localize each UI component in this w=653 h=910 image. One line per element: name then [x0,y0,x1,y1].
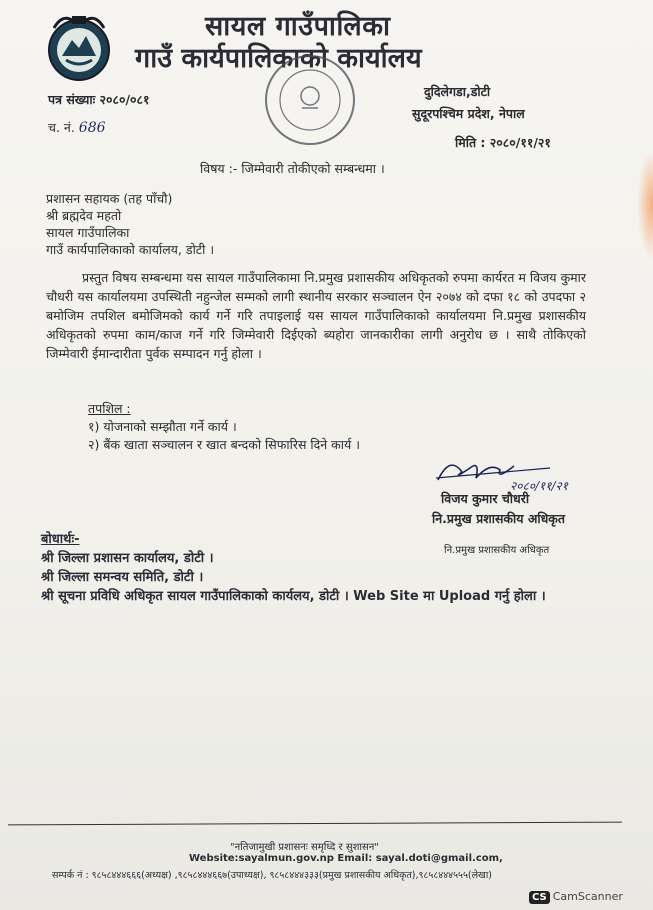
place-line2: सुदूरपश्चिम प्रदेश, नेपाल [412,106,525,121]
place-line1: दुदिलेगडा,डोटी [424,84,491,99]
letter-date: मिति : २०८०/११/२१ [455,135,551,150]
camscanner-label: CamScanner [552,890,623,903]
tapashil-block [88,400,360,454]
subject-line: विषय :- जिम्मेवारी तोकीएको सम्बन्धमा । [200,161,385,176]
addressee-line: श्री ब्रह्मदेव महतो [46,208,122,223]
addressee-block [46,190,214,258]
office-round-stamp-icon [262,52,358,148]
municipality-title: सायल गाउँपालिका [205,11,391,42]
tapashil-heading: तपशिल : [88,401,131,416]
signatory-designation: नि.प्रमुख प्रशासकीय अधिकृत [432,511,566,526]
footer-contact: सम्पर्क नं : ९८५८४४४६६६(अध्यक्ष) ,९८५८४४४६६७(उपाध्यक्ष), ९८५८४४४३३३(प्रमुख प्रशासकीय अधिकृत),९८५८४४४५५५(लेखा) [52,870,492,881]
bodharth-heading: बोधार्थः- [41,532,80,547]
camscanner-logo-icon: CS [529,891,550,904]
footer-motto: "नतिजामुखी प्रशासनः समृध्दि र सुशासन" [230,842,379,853]
addressee-line: गाउँ कार्यपालिकाको कार्यालय, डोटी । [46,242,215,257]
camscanner-watermark [529,890,623,904]
nepal-emblem-icon [42,10,116,84]
letter-number: पत्र संख्याः २०८०/०८१ [48,92,150,107]
office-title: गाउँ कार्यपालिकाको कार्यालय [135,43,422,74]
signatory-name: विजय कुमार चौधरी [441,491,530,506]
scan-edge-smudge [637,150,653,260]
bodharth-item: श्री जिल्ला समन्वय समिति, डोटी । [41,570,204,585]
footer-divider [8,822,622,826]
signature-date: २०८०/११/२१ [510,479,569,493]
tapashil-item: २) बैंक खाता सञ्चालन र खात बन्दको सिफारिस दिने कार्य । [88,437,360,452]
dispatch-number: 686 [78,120,106,136]
bodharth-block [41,530,546,606]
addressee-line: प्रशासन सहायक (तह पाँचौ) [46,191,173,206]
footer-web-email: Website:sayalmun.gov.np Email: sayal.doti@gmail.com, [189,853,503,864]
dispatch-number-label: च. नं. [48,120,75,135]
bodharth-item: श्री सूचना प्रविधि अधिकृत सायल गाउँपालिकाको कार्यलय, डोटी । Web Site मा Upload गर्नु होला । [41,589,546,604]
addressee-line: सायल गाउँपालिका [46,225,130,240]
bodharth-item: श्री जिल्ला प्रशासन कार्यालय, डोटी । [41,551,214,566]
tapashil-item: १) योजनाको सम्झौता गर्ने कार्य । [88,419,237,434]
body-paragraph: प्रस्तुत विषय सम्बन्धमा यस सायल गाउँपालिकामा नि.प्रमुख प्रशासकीय अधिकृतको रुपमा कार्यरत म विजय कुमार चौधरी यस कार्यालयमा उपस्थिती नहुन्जेल सम्मको लागी स्थानीय सरकार सञ्चालन ऐन २०७४ को दफा १८ को उपदफा २ बमोजिम तपशिल बमोजिमको कार्य गर्ने गरि तपाइलाई यस सायल गाउँपालिकाको कार्यालयमा नि.प्रमुख प्रशासकीय अधिकृतको रुपमा काम/काज गर्ने गरि जिम्मेवारी दिईएको ब्यहोरा जानकारीका लागी अनुरोध छ । साथै तोकिएको जिम्मेवारी ईमान्दारीता पुर्वक सम्पादन गर्नु होला । [46,270,586,361]
dispatch-number-row [48,119,106,136]
designation-stamp: नि.प्रमुख प्रशासकीय अधिकृत [444,545,550,556]
